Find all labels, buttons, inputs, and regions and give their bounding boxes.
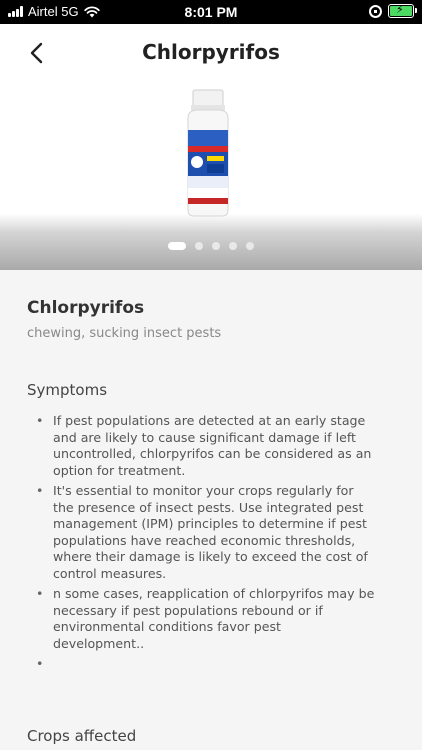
status-bar <box>0 0 422 24</box>
symptom-item: • n some cases, reapplication of chlorpyrifos may be necessary if pest populations rebound or if environmental conditions favor pest development.. <box>36 586 376 652</box>
symptom-item-empty <box>36 656 376 673</box>
symptoms-heading: Symptoms <box>27 381 108 399</box>
carousel-dot-5[interactable] <box>246 242 254 250</box>
carousel-dot-4[interactable] <box>229 242 237 250</box>
carousel-pagination <box>0 242 422 250</box>
orientation-lock-icon <box>369 5 382 18</box>
symptoms-list <box>36 413 376 677</box>
page-title: Chlorpyrifos <box>142 40 280 64</box>
carousel-dot-3[interactable] <box>212 242 220 250</box>
pest-details <box>0 270 422 750</box>
product-bottle-image <box>180 88 236 218</box>
crops-affected-heading: Crops affected <box>27 727 137 745</box>
symptom-item: • It's essential to monitor your crops regularly for the presence of insect pests. Use integrated pest management (IPM) principles to determine if pest populations have reached economic thresholds, where their damage is likely to exceed the cost of control measures. <box>36 483 376 582</box>
pest-subtitle: chewing, sucking insect pests <box>27 326 222 341</box>
carrier-label: Airtel 5G <box>28 4 79 19</box>
status-right <box>369 4 414 18</box>
product-image-carousel[interactable] <box>0 82 422 270</box>
symptom-item: • If pest populations are detected at an early stage and are likely to cause significant damage if left uncontrolled, chlorpyrifos can be considered as an option for treatment. <box>36 413 376 479</box>
carousel-dot-2[interactable] <box>195 242 203 250</box>
header <box>0 24 422 82</box>
pest-name: Chlorpyrifos <box>27 298 145 318</box>
status-time: 8:01 PM <box>184 4 238 20</box>
battery-charging-icon: ⚡ <box>388 4 414 18</box>
carousel-dot-1[interactable] <box>168 242 186 250</box>
